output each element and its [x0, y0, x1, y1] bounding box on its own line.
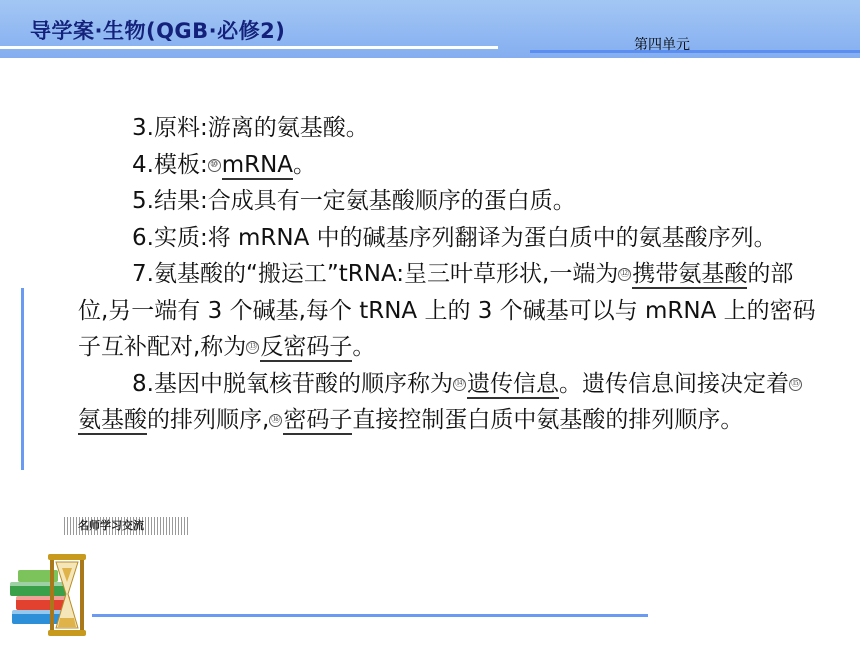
item-8-text: 8.基因中脱氧核苷酸的顺序称为: [132, 370, 453, 397]
blank-marker: ⑩: [208, 159, 221, 172]
item-7-text: 的部位,另一端有 3 个碱基,每个 tRNA 上的 3 个碱基可以与 mRNA 上的密码子互补配对,称为: [78, 261, 816, 360]
item-6-essence: 6.实质:将 mRNA 中的碱基序列翻译为蛋白质中的氨基酸序列。: [132, 224, 777, 251]
item-8-text: 。遗传信息间接决定着: [558, 370, 789, 397]
item-4-suffix: 。: [293, 151, 317, 178]
header-rule-left: [0, 46, 498, 49]
answer-blank: 遗传信息: [466, 370, 559, 397]
header-rule-right: [530, 50, 860, 53]
answer-blank: 氨基酸: [78, 407, 147, 433]
item-5-result: 5.结果:合成具有一定氨基酸顺序的蛋白质。: [132, 188, 576, 214]
item-7-text: 7.氨基酸的“搬运工”tRNA:呈三叶草形状,一端为: [132, 261, 619, 287]
answer-blank: mRNA: [221, 151, 294, 178]
item-4-text: 4.模板:: [132, 151, 208, 178]
item-8-text: 直接控制蛋白质中氨基酸的排列顺序。: [352, 407, 744, 433]
blank-marker: ⑯: [271, 415, 281, 425]
unit-label: 第四单元: [634, 37, 690, 53]
item-4-template: [78, 147, 818, 184]
blank-marker: ⑮: [790, 378, 800, 389]
books-hourglass-icon: [8, 548, 94, 640]
bottom-rule: [92, 614, 648, 617]
item-8-genetic-info: [78, 366, 818, 439]
item-8-text: 的排列顺序,: [147, 407, 270, 433]
answer-blank: 密码子: [283, 407, 353, 433]
answer-blank: 携带氨基酸: [632, 261, 748, 287]
item-3-materials: 3.原料:游离的氨基酸。: [132, 115, 369, 141]
blank-marker: ⑬: [248, 342, 258, 352]
teacher-exchange-tag: 名师学习交流: [64, 517, 190, 535]
item-7-trna: [78, 256, 818, 366]
page-title: 导学案·生物(QGB·必修2): [30, 19, 286, 43]
blank-marker: ⑫: [620, 269, 630, 279]
left-decorative-line: [21, 288, 24, 470]
blank-marker: ⑭: [454, 378, 464, 389]
lesson-content: [78, 110, 818, 439]
item-7-text: 。: [352, 334, 376, 360]
answer-blank: 反密码子: [260, 334, 353, 360]
